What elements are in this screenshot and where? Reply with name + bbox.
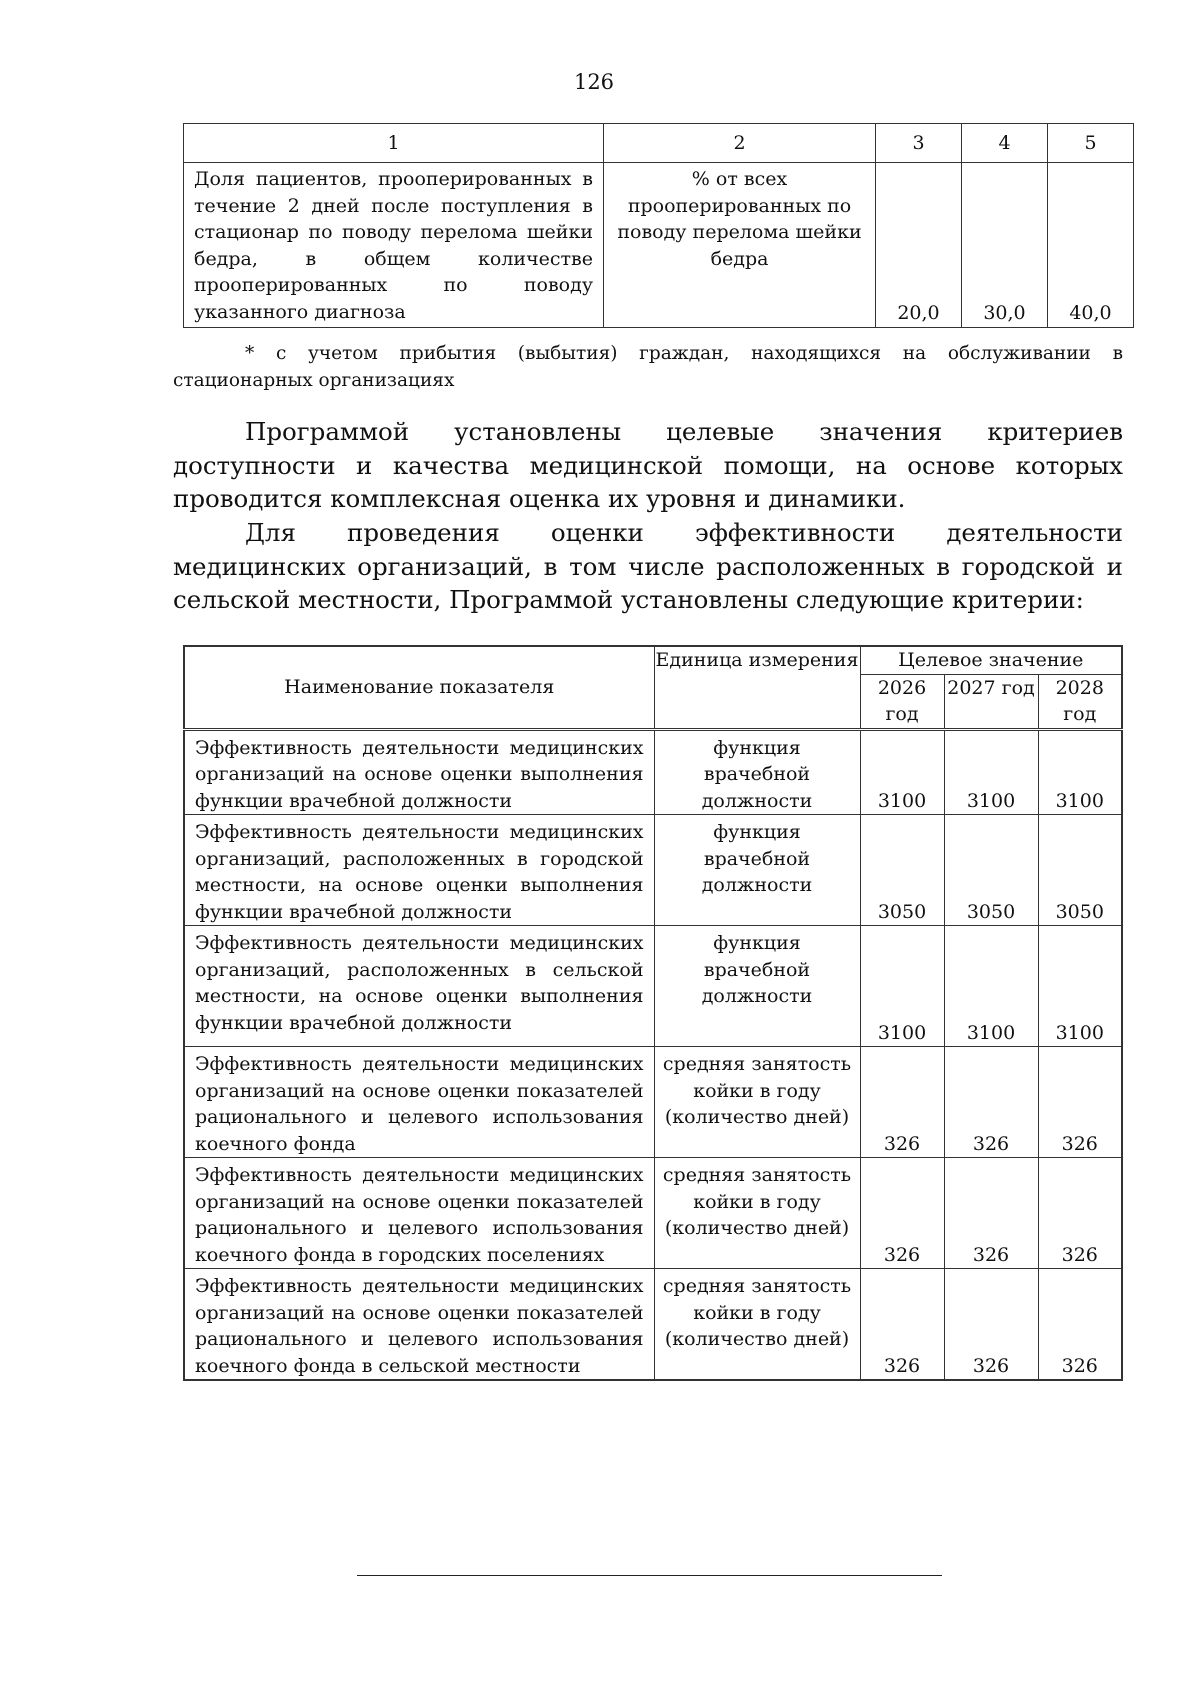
footnote-text: * с учетом прибытия (выбытия) граждан, находящихся на обслуживании в стационарных организациях: [173, 343, 1123, 391]
column-number: 5: [1048, 124, 1134, 163]
indicator-name: Эффективность деятельности медицинских организаций на основе оценки выполнения функции врачебной должности: [184, 729, 654, 815]
indicator-value: 3100: [860, 926, 944, 1047]
column-number-row: [184, 124, 1134, 163]
efficiency-criteria-table: [183, 645, 1123, 1381]
header-year: 2026 год: [860, 674, 944, 729]
indicator-value: 3100: [944, 926, 1038, 1047]
header-year: 2027 год: [944, 674, 1038, 729]
indicator-value: 326: [944, 1269, 1038, 1381]
column-number: 2: [604, 124, 876, 163]
indicator-value: 40,0: [1048, 163, 1134, 328]
indicator-name: Доля пациентов, прооперированных в течение 2 дней после поступления в стационар по поводу перелома шейки бедра, в общем количестве прооперированных по поводу указанного диагноза: [184, 163, 604, 328]
indicator-unit: средняя занятость койки в году (количество дней): [654, 1269, 860, 1381]
column-number: 4: [962, 124, 1048, 163]
indicator-value: 3100: [1038, 926, 1122, 1047]
paragraph-text: Для проведения оценки эффективности деятельности медицинских организаций, в том числе расположенных в городской и сельской местности, Программой установлены следующие критерии:: [173, 518, 1123, 614]
indicator-value: 326: [860, 1269, 944, 1381]
criteria-table-continued: [183, 123, 1134, 328]
indicator-value: 326: [944, 1158, 1038, 1269]
indicator-value: 326: [860, 1158, 944, 1269]
indicator-name: Эффективность деятельности медицинских организаций на основе оценки показателей рационального и целевого использования коечного фонда в сельской местности: [184, 1269, 654, 1381]
table-row: [184, 729, 1122, 815]
indicator-value: 326: [1038, 1158, 1122, 1269]
indicator-unit: средняя занятость койки в году (количество дней): [654, 1047, 860, 1158]
indicator-value: 20,0: [876, 163, 962, 328]
table-row: [184, 163, 1134, 328]
indicator-value: 3050: [1038, 815, 1122, 926]
column-number: 3: [876, 124, 962, 163]
indicator-unit: % от всех прооперированных по поводу перелома шейки бедра: [604, 163, 876, 328]
indicator-name: Эффективность деятельности медицинских организаций на основе оценки показателей рационального и целевого использования коечного фонда в городских поселениях: [184, 1158, 654, 1269]
indicator-value: 326: [860, 1047, 944, 1158]
footnote: [173, 340, 1123, 394]
header-year: 2028 год: [1038, 674, 1122, 729]
table-header-row: [184, 646, 1122, 674]
indicator-unit: средняя занятость койки в году (количество дней): [654, 1158, 860, 1269]
header-target-value: Целевое значение: [860, 646, 1122, 674]
indicator-value: 326: [1038, 1269, 1122, 1381]
indicator-value: 3050: [860, 815, 944, 926]
table-row: [184, 1158, 1122, 1269]
page-number: 126: [573, 70, 615, 94]
indicator-value: 30,0: [962, 163, 1048, 328]
paragraph-text: Программой установлены целевые значения критериев доступности и качества медицинской помощи, на основе которых проводится комплексная оценка их уровня и динамики.: [173, 417, 1123, 513]
paragraph: [173, 415, 1123, 516]
table-row: [184, 1047, 1122, 1158]
indicator-unit: функция врачебной должности: [654, 926, 860, 1047]
indicator-value: 3100: [860, 729, 944, 815]
indicator-value: 3100: [944, 729, 1038, 815]
indicator-value: 3100: [1038, 729, 1122, 815]
table-row: [184, 926, 1122, 1047]
column-number: 1: [184, 124, 604, 163]
paragraph: [173, 516, 1123, 617]
header-unit: Единица измерения: [654, 646, 860, 729]
indicator-value: 326: [1038, 1047, 1122, 1158]
table-row: [184, 1269, 1122, 1381]
indicator-value: 326: [944, 1047, 1038, 1158]
table-row: [184, 815, 1122, 926]
indicator-value: 3050: [944, 815, 1038, 926]
indicator-name: Эффективность деятельности медицинских организаций на основе оценки показателей рационального и целевого использования коечного фонда: [184, 1047, 654, 1158]
indicator-name: Эффективность деятельности медицинских организаций, расположенных в городской местности, на основе оценки выполнения функции врачебной должности: [184, 815, 654, 926]
header-indicator-name: Наименование показателя: [184, 646, 654, 729]
indicator-unit: функция врачебной должности: [654, 815, 860, 926]
indicator-unit: функция врачебной должности: [654, 729, 860, 815]
indicator-name: Эффективность деятельности медицинских организаций, расположенных в сельской местности, на основе оценки выполнения функции врачебной должности: [184, 926, 654, 1047]
end-of-section-divider: [357, 1575, 942, 1576]
